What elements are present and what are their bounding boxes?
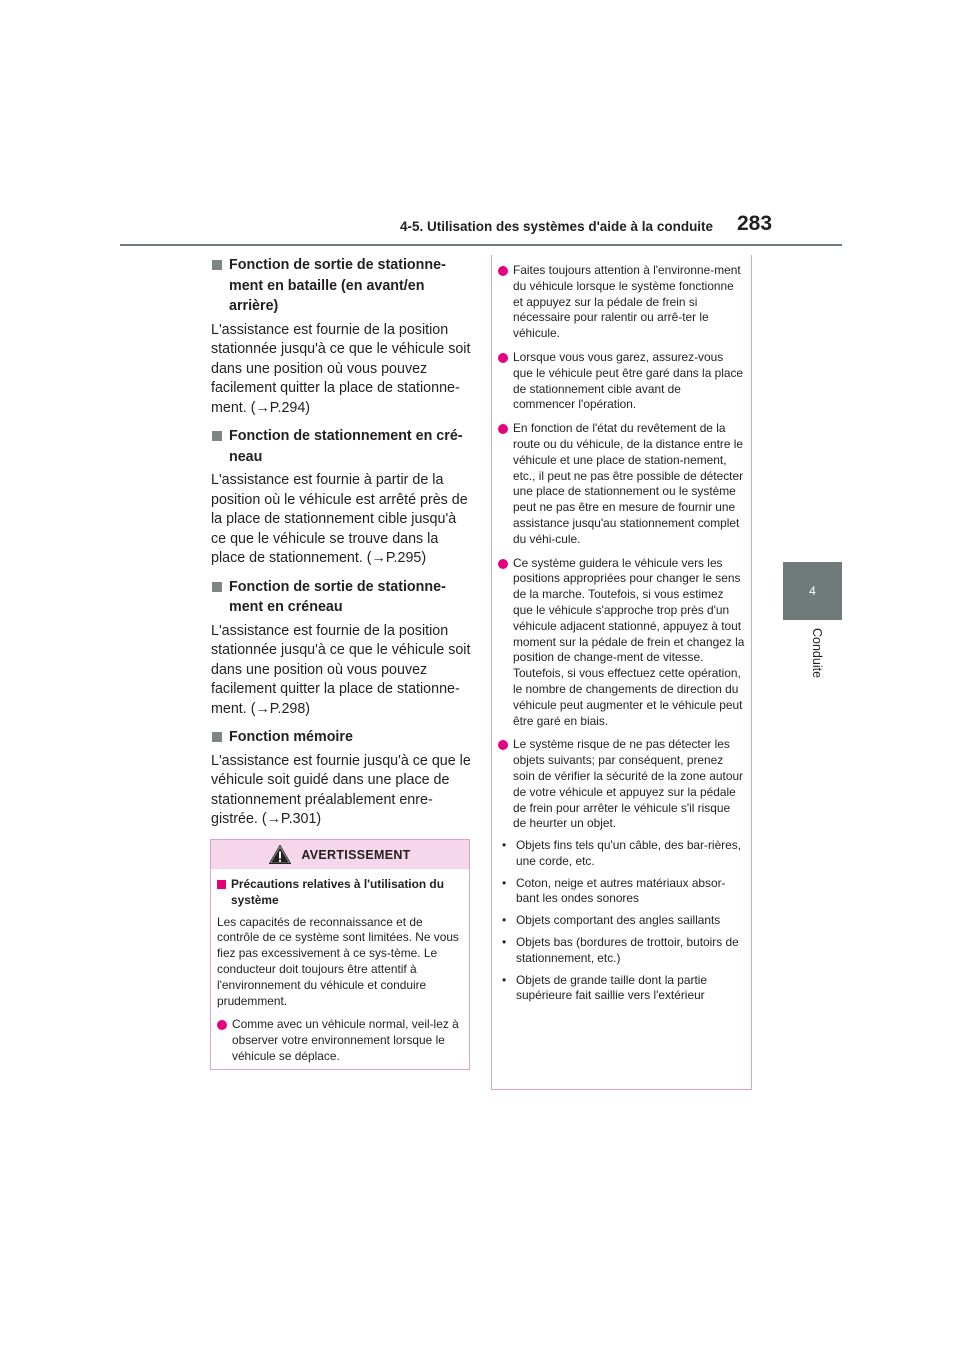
left-column <box>211 255 473 830</box>
list-item: Comme avec un véhicule normal, veil-lez à observer votre environnement lorsque le véhicule se déplace. <box>217 1017 463 1064</box>
sub-list-item: • Coton, neige et autres matériaux absor-bant les ondes sonores <box>502 875 726 906</box>
square-bullet-icon <box>212 431 222 441</box>
warning-continued-box <box>491 255 752 1090</box>
section-body: L'assistance est fournie jusqu'à ce que le véhicule soit guidé dans une place de stationnement préalablement enre-gistrée. (→P.301) <box>211 752 471 827</box>
section-title: 4-5. Utilisation des systèmes d'aide à la conduite <box>400 219 714 234</box>
list-item: Le système risque de ne pas détecter les objets suivants; par conséquent, prenez soin de vérifier la sécurité de la zone autour de votre véhicule et appuyez sur la pédale de frein pour arrêter le véhicule s'il risque de heurter un objet. <box>498 737 745 832</box>
section-body: L'assistance est fournie de la position stationnée jusqu'à ce que le véhicule soit dans une position où vous pouvez facilement quitter la place de stationne-ment. (→P.294) <box>211 321 471 416</box>
dot-marker: • <box>502 875 507 890</box>
circle-bullet-icon <box>498 266 508 276</box>
section-body: L'assistance est fournie de la position stationnée jusqu'à ce que le véhicule soit dans une position où vous pouvez facilement quitter la place de stationne-ment. (→P.298) <box>211 622 471 717</box>
circle-bullet-icon <box>498 740 508 750</box>
section-body: L'assistance est fournie à partir de la position où le véhicule est arrêté près de la place de stationnement cible jusqu'à ce que le véhicule se trouve dans la place de stationnement. (→P.295) <box>211 472 468 566</box>
warning-box <box>210 839 470 1070</box>
sub-list-item: • Objets comportant des angles saillants <box>502 913 721 928</box>
circle-bullet-icon <box>498 353 508 363</box>
chapter-label: Conduite <box>810 628 824 679</box>
list-item: Ce système guidera le véhicule vers les positions appropriées pour changer le sens de la marche. Toutefois, si vous estimez que le véhicule s'approche trop près d'un véhicule adjacent stationné, appuyez à tout moment sur la pédale de frein et changez la position de change-ment de vitesse. Toutefois, si vous effectuez cette opération, le nombre de changements de direction du véhicule peut augmenter et le véhicule peut être garé en biais. <box>498 556 745 730</box>
warning-title: AVERTISSEMENT <box>301 847 411 862</box>
warning-paragraph: Les capacités de reconnaissance et de contrôle de ce système sont limitées. Ne vous fiez pas excessivement à ce sys-tème. Le conducteur doit toujours être attentif à l'environnement du véhicule et conduire prudemment. <box>217 914 459 1008</box>
sub-list-item: • Objets de grande taille dont la partie supérieure fait saillie vers l'extérieur <box>502 972 708 1003</box>
circle-bullet-icon <box>498 559 508 569</box>
section-heading: Fonction mémoire <box>211 727 473 748</box>
list-item: Faites toujours attention à l'environne-ment du véhicule lorsque le système fonctionne et appuyez sur la pédale de frein si nécessaire pour ralentir ou arrê-ter le véhicule. <box>498 263 745 342</box>
warning-header <box>211 840 469 869</box>
section-heading: Fonction de sortie de stationne-ment en bataille (en avant/en arrière) <box>211 255 473 317</box>
dot-marker: • <box>502 935 507 950</box>
sub-list-item: • Objets bas (bordures de trottoir, butoirs de stationnement, etc.) <box>502 935 739 965</box>
section-heading: Fonction de sortie de stationne-ment en créneau <box>211 577 473 618</box>
sub-list-item: • Objets fins tels qu'un câble, des bar-rières, une corde, etc. <box>502 838 741 868</box>
circle-bullet-icon <box>498 424 508 434</box>
list-item: Lorsque vous vous garez, assurez-vous que le véhicule peut être garé dans la place de stationnement cible avant de commencer l'opération. <box>498 350 745 413</box>
chapter-tab[interactable] <box>783 562 842 620</box>
section-heading: Fonction de stationnement en cré-neau <box>211 426 473 467</box>
list-item: En fonction de l'état du revêtement de la route ou du véhicule, de la distance entre le véhicule et une place de station-nement, etc., il peut ne pas être possible de détecter une place de stationnement ou le système peut ne pas être en mesure de fournir une assistance jusqu'au stationnement complet du véhi-cule. <box>498 421 745 547</box>
square-bullet-icon <box>212 260 222 270</box>
square-bullet-icon <box>212 732 222 742</box>
page-number: 283 <box>737 212 773 235</box>
header-divider <box>120 244 842 246</box>
circle-bullet-icon <box>217 1020 227 1030</box>
square-bullet-icon <box>212 582 222 592</box>
square-bullet-icon <box>217 880 226 889</box>
warning-triangle-icon <box>269 845 291 864</box>
warning-subheading: Précautions relatives à l'utilisation du système <box>217 877 463 909</box>
dot-marker: • <box>502 913 507 928</box>
dot-marker: • <box>502 838 507 853</box>
chapter-number: 4 <box>809 584 816 598</box>
dot-marker: • <box>502 972 507 987</box>
